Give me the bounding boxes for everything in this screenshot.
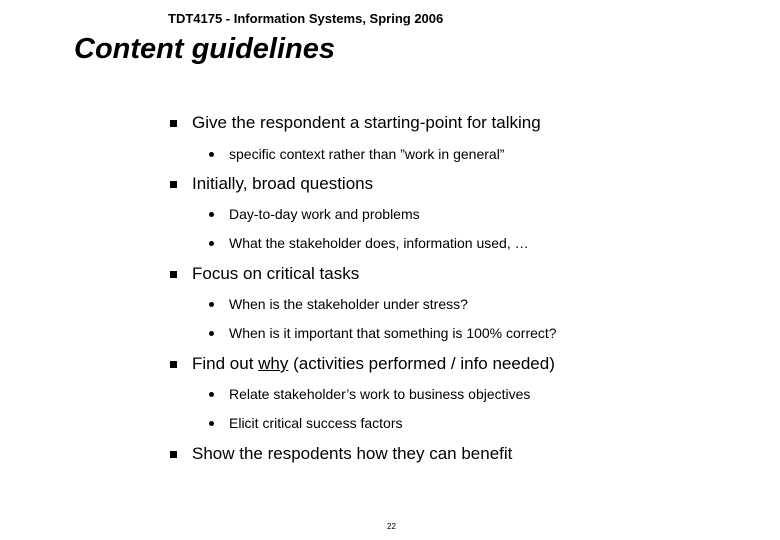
sub-bullet-item: Elicit critical success factors	[229, 415, 403, 431]
sub-bullet-item: What the stakeholder does, information used, …	[229, 235, 529, 251]
emphasized-word: why	[258, 354, 289, 373]
course-header: TDT4175 - Information Systems, Spring 2006	[168, 11, 444, 26]
slide-title: Content guidelines	[74, 33, 335, 65]
bullet-item: Give the respondent a starting-point for talking	[192, 113, 541, 132]
sub-bullet-item: Day-to-day work and problems	[229, 206, 420, 222]
bullet-text-after: (activities performed / info needed)	[288, 354, 555, 373]
page-number: 22	[387, 522, 396, 531]
sub-bullet-item: When is the stakeholder under stress?	[229, 296, 468, 312]
bullet-text-before: Find out	[192, 354, 259, 373]
bullet-dot-icon	[209, 421, 214, 426]
bullet-dot-icon	[209, 152, 214, 157]
bullet-item	[192, 354, 555, 374]
bullet-dot-icon	[209, 302, 214, 307]
bullet-dot-icon	[209, 241, 214, 246]
bullet-dot-icon	[209, 212, 214, 217]
sub-bullet-item: When is it important that something is 100% correct?	[229, 325, 557, 341]
bullet-square-icon	[170, 181, 177, 188]
bullet-dot-icon	[209, 331, 214, 336]
bullet-item: Initially, broad questions	[192, 174, 374, 193]
bullet-item: Show the respodents how they can benefit	[192, 444, 513, 463]
bullet-square-icon	[170, 451, 177, 458]
bullet-square-icon	[170, 271, 177, 278]
sub-bullet-item: Relate stakeholder’s work to business objectives	[229, 386, 531, 402]
bullet-square-icon	[170, 120, 177, 127]
bullet-item: Focus on critical tasks	[192, 264, 360, 283]
sub-bullet-item: specific context rather than ”work in general”	[229, 146, 505, 162]
bullet-dot-icon	[209, 392, 214, 397]
bullet-square-icon	[170, 361, 177, 368]
